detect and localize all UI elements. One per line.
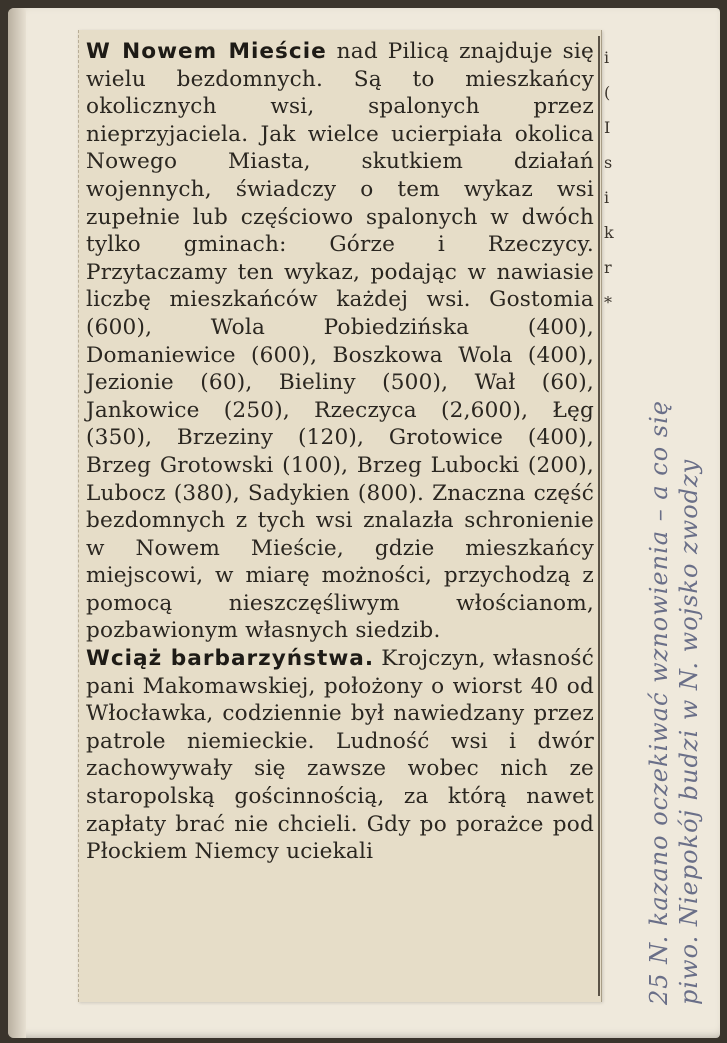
headline-barbarzynstwa: Wciąż barbarzyństwa. — [86, 646, 375, 672]
handwritten-line-2: piwo. Niepokój budzi w N. wojsko zwodzy — [675, 458, 703, 1005]
headline-nowe-miasto: W Nowem Mieście — [86, 39, 327, 64]
fragment: i — [604, 188, 610, 207]
article-body-2: Krojczyn, własność pani Makomawskiej, położony o wiorst 40 od Włocławka, codziennie był nawiedzany przez patrole niemieckie. Ludność wsi i dwór zachowywały się zawsze wobec nich ze staropolską gościnnością, za którą nawet zapłaty brać nie chcieli. Gdy po porażce pod Płockiem Niemcy uciekali — [86, 646, 594, 865]
article-section-1 — [86, 38, 594, 645]
article-section-2 — [86, 645, 594, 866]
fragment: s — [604, 153, 613, 172]
fragment: I — [604, 118, 611, 137]
handwritten-line-1: 25 N. kazano oczekiwać wznowienia – a co się — [645, 400, 673, 1005]
article-body-1: nad Pilicą znajduje się wielu bezdomnych. Są to mieszkańcy okolicznych wsi, spalonych przez nieprzyjaciela. Jak wielce ucierpiała okolica Nowego Miasta, skutkiem działań wojennych, świadczy o tem wykaz wsi zupełnie lub częściowo spalonych w dwóch tylko gminach: Górze i Rzeczycy. Przytaczamy ten wykaz, podając w nawiasie liczbę mieszkańców każdej wsi. Gostomia (600), Wola Pobiedzińska (400), Domaniewice (600), Boszkowa Wola (400), Jezionie (60), Bieliny (500), Wał (60), Jankowice (250), Rzeczyca (2,600), Łęg (350), Brzeziny (120), Grotowice (400), Brzeg Grotowski (100), Brzeg Lubocki (200), Lubocz (380), Sadykien (800). Znaczna część bezdomnych z tych wsi znalazła schronienie w Nowem Mieście, gdzie mieszkańcy miejscowi, w miarę możności, przychodzą z pomocą nieszczęśliwym włościanom, pozbawionym własnych siedzib. — [86, 39, 595, 644]
fragment: k — [604, 223, 614, 242]
neighbor-column-fragments — [604, 40, 618, 320]
fragment: i — [604, 48, 610, 67]
fragment: * — [604, 293, 612, 312]
handwritten-note — [645, 45, 705, 1005]
fragment: r — [604, 258, 612, 277]
fragment: ( — [604, 83, 611, 102]
page-binding-edge — [8, 8, 26, 1038]
column-rule — [598, 36, 600, 996]
article-text — [86, 38, 594, 866]
